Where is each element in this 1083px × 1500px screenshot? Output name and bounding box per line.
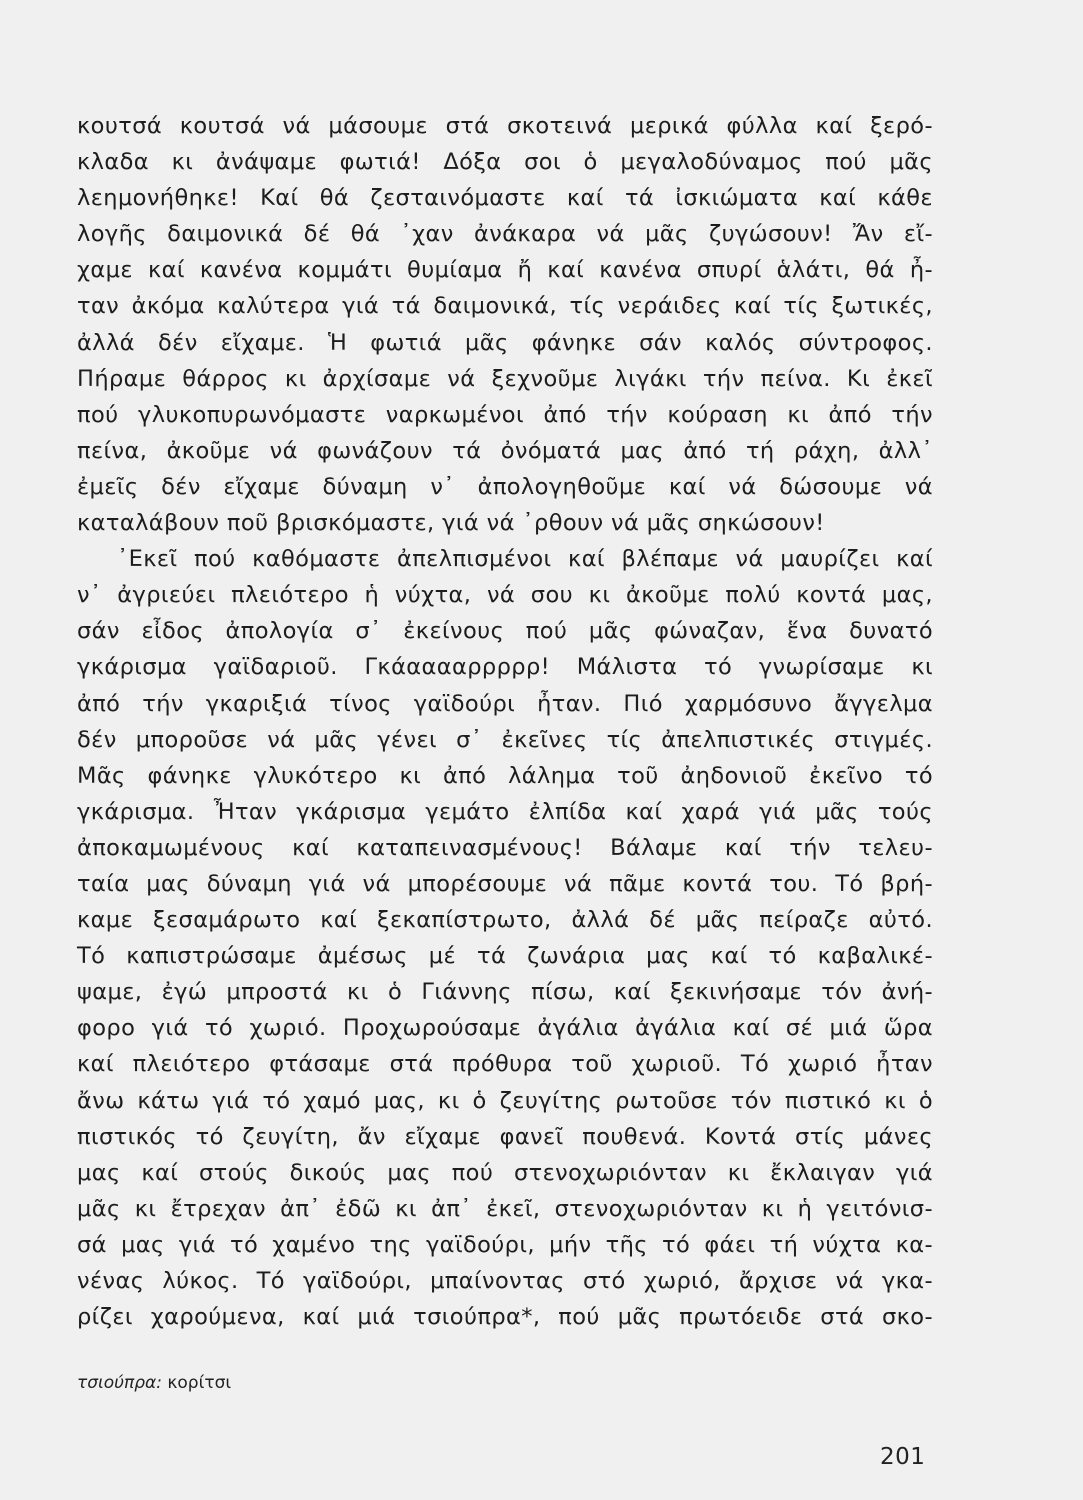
text-line: γκάρισμα. Ἦταν γκάρισμα γεμάτο ἐλπίδα καί χαρά γιά μᾶς τούς [77,798,933,825]
text-line: Μᾶς φάνηκε γλυκότερο κι ἀπό λάλημα τοῦ ἀηδονιοῦ ἐκεῖνο τό [77,762,933,789]
text-line: λογῆς δαιμονικά δέ θά ᾽χαν ἀνάκαρα νά μᾶς ζυγώσουν! Ἄν εἴ- [77,221,933,248]
text-line: ταία μας δύναμη γιά νά μπορέσουμε νά πᾶμε κοντά του. Τό βρή- [77,870,933,897]
text-line: μας καί στούς δικούς μας πού στενοχωριόνταν κι ἔκλαιγαν γιά [77,1159,933,1186]
text-line: πείνα, ἀκοῦμε νά φωνάζουν τά ὀνόματά μας ἀπό τή ράχη, ἀλλ᾽ [77,437,933,464]
body-text [77,108,933,1335]
text-line: χαμε καί κανένα κομμάτι θυμίαμα ἤ καί κανένα σπυρί ἁλάτι, θά ἦ- [77,257,933,284]
footnote [77,1373,231,1393]
text-line: καί πλειότερο φτάσαμε στά πρόθυρα τοῦ χωριοῦ. Τό χωριό ἦταν [77,1051,933,1078]
text-line: ἀπό τήν γκαριξιά τίνος γαϊδούρι ἦταν. Πιό χαρμόσυνο ἄγγελμα [77,690,933,717]
text-line: ἀλλά δέν εἴχαμε. Ἡ φωτιά μᾶς φάνηκε σάν καλός σύντροφος. [77,329,933,356]
text-line: ἄνω κάτω γιά τό χαμό μας, κι ὁ ζευγίτης ρωτοῦσε τόν πιστικό κι ὁ [77,1087,933,1114]
text-line: λεημονήθηκε! Καί θά ζεσταινόμαστε καί τά ἰσκιώματα καί κάθε [77,185,933,212]
text-line: ψαμε, ἐγώ μπροστά κι ὁ Γιάννης πίσω, καί ξεκινήσαμε τόν ἀνή- [77,979,933,1006]
text-line: ταν ἀκόμα καλύτερα γιά τά δαιμονικά, τίς νεράιδες καί τίς ξωτικές, [77,293,933,320]
text-line: κλαδα κι ἀνάψαμε φωτιά! Δόξα σοι ὁ μεγαλοδύναμος πού μᾶς [77,149,933,176]
text-line: ᾽Εκεῖ πού καθόμαστε ἀπελπισμένοι καί βλέπαμε νά μαυρίζει καί [117,546,933,573]
text-line: κουτσά κουτσά νά μάσουμε στά σκοτεινά μερικά φύλλα καί ξερό- [77,113,933,139]
text-line: γκάρισμα γαϊδαριοῦ. Γκάααααρρρρρ! Μάλιστα τό γνωρίσαμε κι [77,654,933,681]
text-line: Πήραμε θάρρος κι ἀρχίσαμε νά ξεχνοῦμε λιγάκι τήν πείνα. Κι ἐκεῖ [77,365,933,392]
page-number: 201 [880,1444,926,1470]
text-line: καταλάβουν ποῦ βρισκόμαστε, γιά νά ᾽ρθουν νά μᾶς σηκώσουν! [77,510,825,537]
footnote-term: τσιούπρα: [77,1373,162,1393]
text-line: δέν μποροῦσε νά μᾶς γένει σ᾽ ἐκεῖνες τίς ἀπελπιστικές στιγμές. [77,726,933,753]
text-line: σάν εἶδος ἀπολογία σ᾽ ἐκείνους πού μᾶς φώναζαν, ἕνα δυνατό [77,618,933,645]
text-line: φορο γιά τό χωριό. Προχωρούσαμε ἀγάλια ἀγάλια καί σέ μιά ὥρα [77,1015,933,1042]
text-line: ἐμεῖς δέν εἴχαμε δύναμη ν᾽ ἀπολογηθοῦμε καί νά δώσουμε νά [77,473,933,500]
footnote-definition: κορίτσι [167,1373,232,1393]
text-line: ν᾽ ἀγριεύει πλειότερο ἡ νύχτα, νά σου κι ἀκοῦμε πολύ κοντά μας, [77,582,933,609]
text-line: πού γλυκοπυρωνόμαστε ναρκωμένοι ἀπό τήν κούραση κι ἀπό τήν [77,401,933,428]
text-line: ρίζει χαρούμενα, καί μιά τσιούπρα*, πού μᾶς πρωτόειδε στά σκο- [77,1304,933,1331]
text-line: Τό καπιστρώσαμε ἀμέσως μέ τά ζωνάρια μας καί τό καβαλικέ- [77,943,933,970]
text-line: πιστικός τό ζευγίτη, ἄν εἴχαμε φανεῖ πουθενά. Κοντά στίς μάνες [77,1123,933,1150]
text-line: σά μας γιά τό χαμένο της γαϊδούρι, μήν τῆς τό φάει τή νύχτα κα- [77,1231,933,1258]
text-line: καμε ξεσαμάρωτο καί ξεκαπίστρωτο, ἀλλά δέ μᾶς πείραζε αὐτό. [77,907,933,934]
text-line: ἀποκαμωμένους καί καταπεινασμένους! Βάλαμε καί τήν τελευ- [77,834,933,861]
text-line: νένας λύκος. Τό γαϊδούρι, μπαίνοντας στό χωριό, ἄρχισε νά γκα- [77,1268,933,1294]
text-line: μᾶς κι ἔτρεχαν ἀπ᾽ ἐδῶ κι ἀπ᾽ ἐκεῖ, στενοχωριόνταν κι ἡ γειτόνισ- [77,1195,933,1222]
